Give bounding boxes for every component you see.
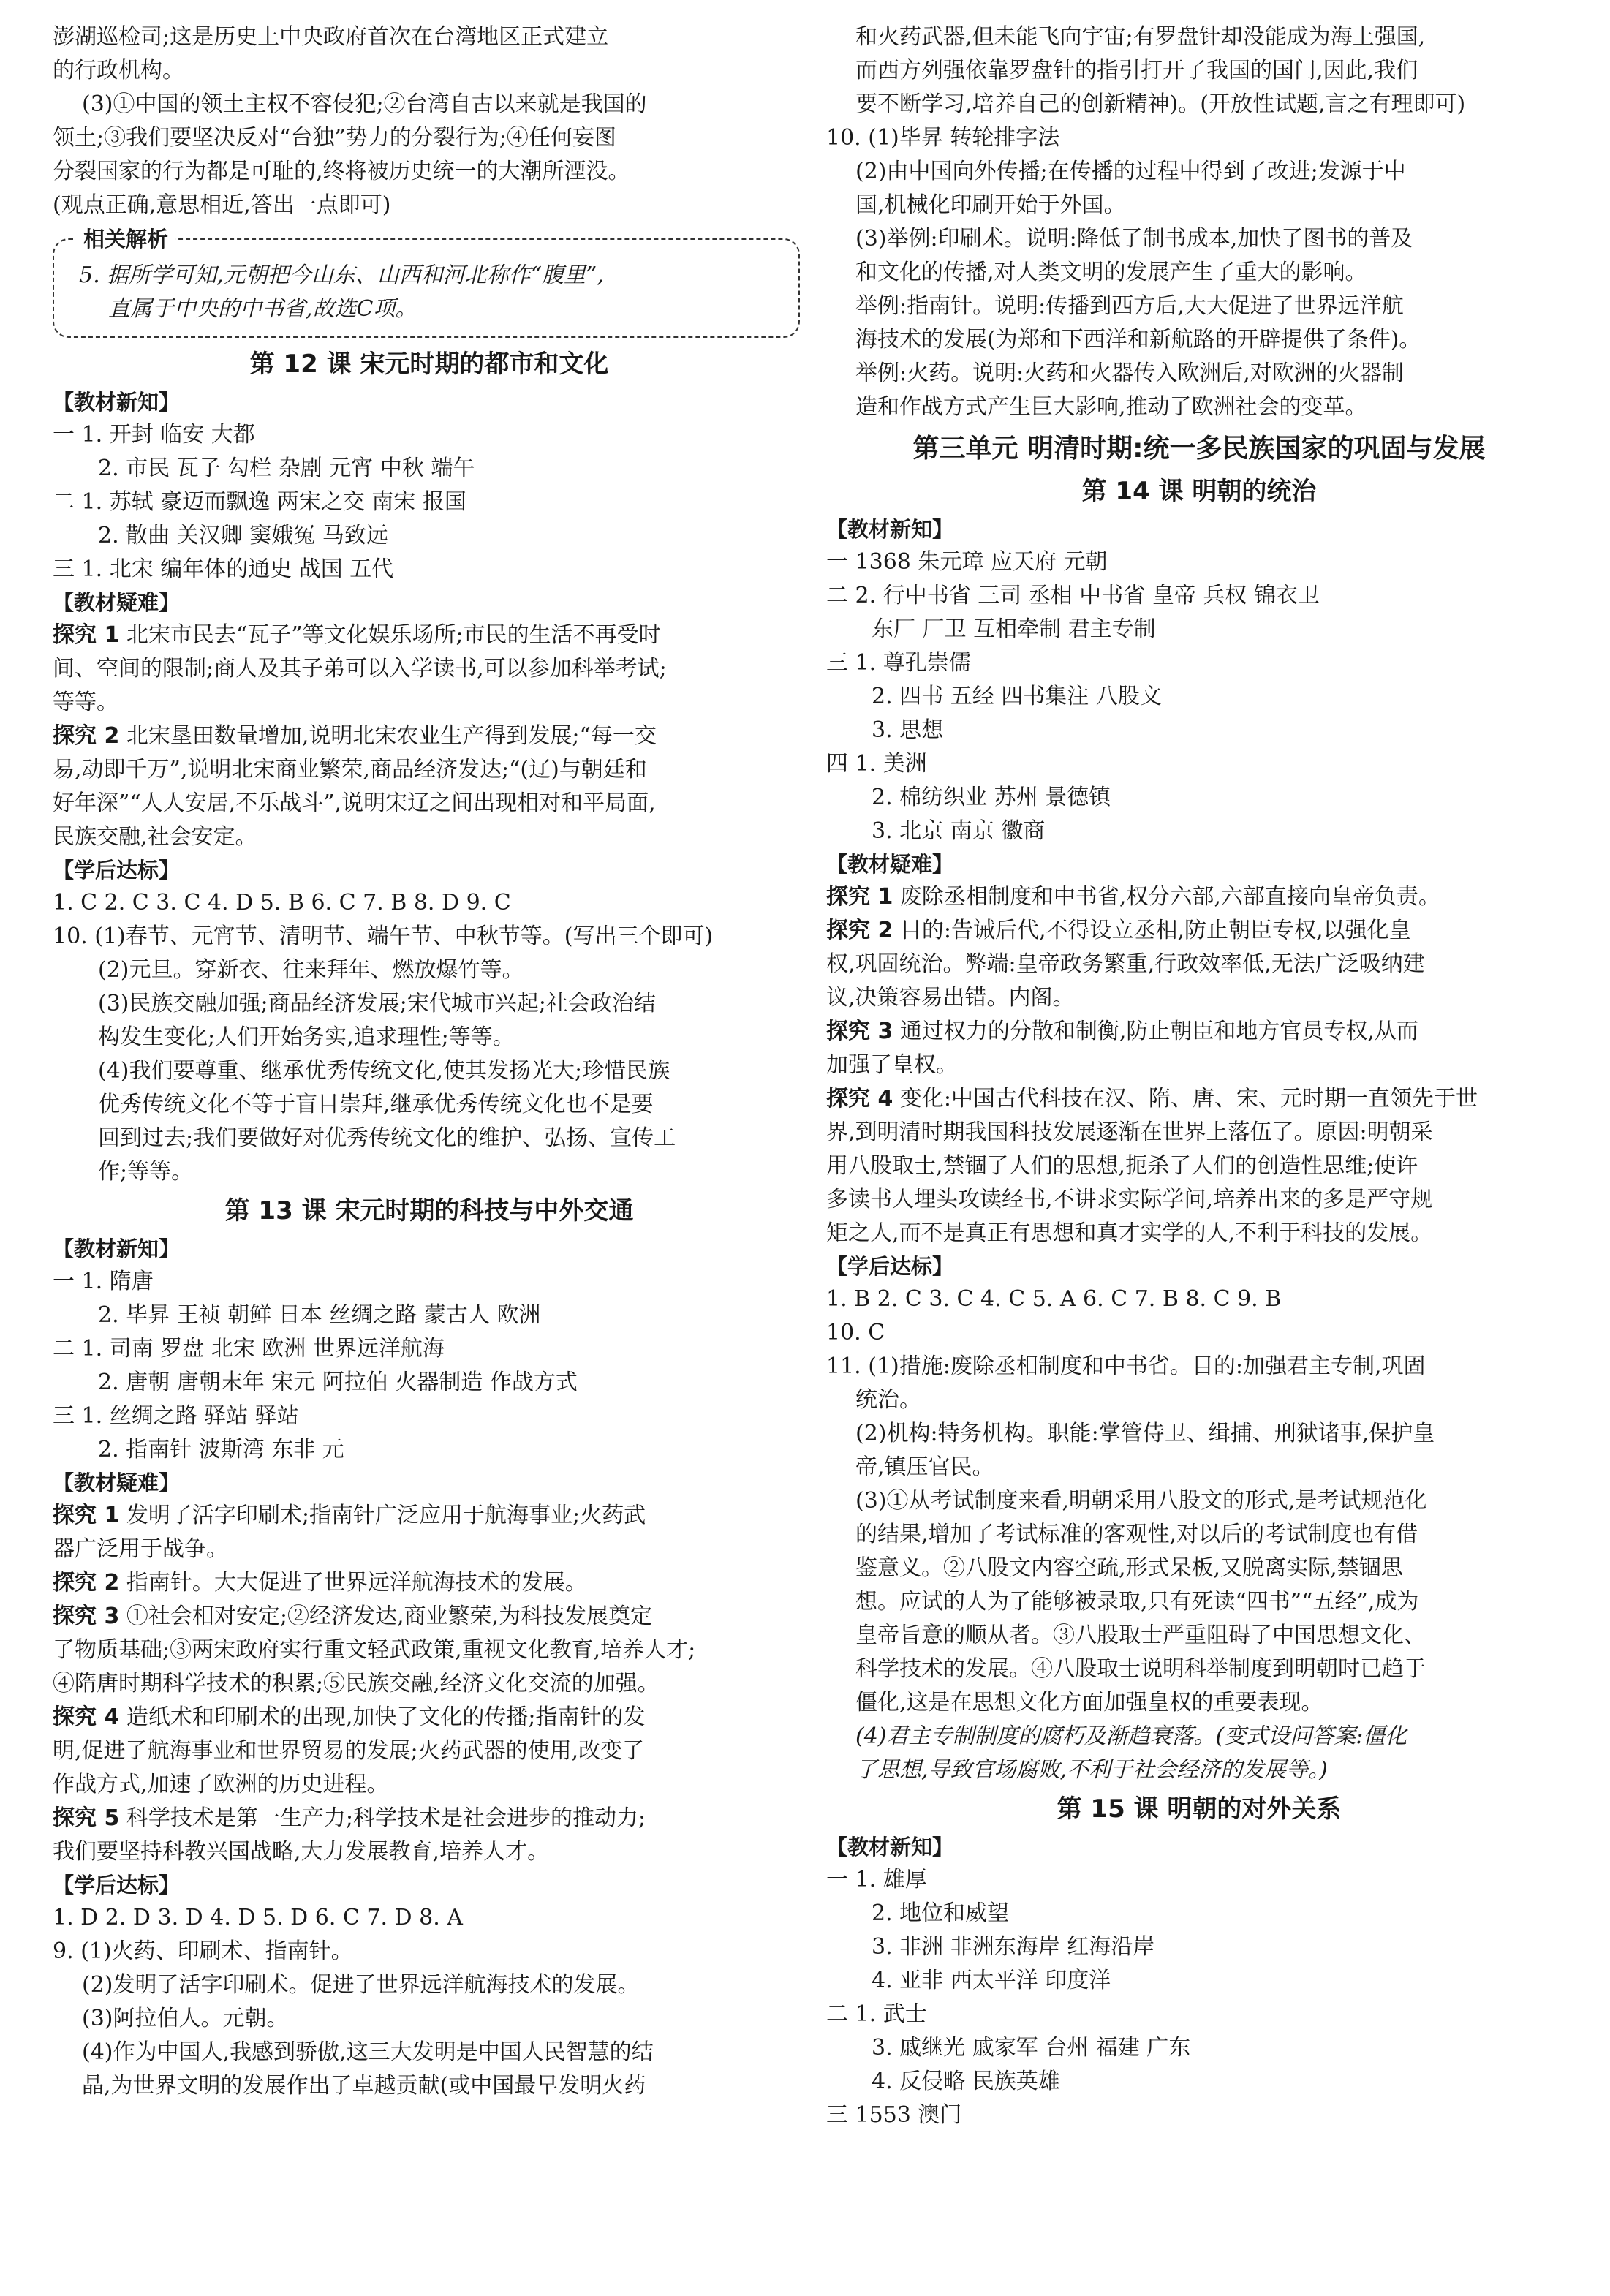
text-line [826,1653,1572,1686]
line-text: 一 1. 隋唐 [53,1269,154,1294]
text-line [53,1400,806,1433]
question-label: 探究 5 [53,1805,120,1831]
line-text: (4)我们要尊重、继承优秀传统文化,使其发扬光大;珍惜民族 [98,1058,670,1084]
line-text: 了物质基础;③两宋政府实行重文轻武政策,重视文化教育,培养人才; [53,1637,696,1663]
line-text: 二 1. 司南 罗盘 北宋 欧洲 世界远洋航海 [53,1336,445,1362]
text-line [826,1283,1572,1316]
text-line [53,1968,806,2002]
section-heading [53,586,806,619]
line-text: 作;等等。 [98,1159,194,1185]
line-text: ④隋唐时期科学技术的积累;⑤民族交融,经济文化交流的加强。 [53,1671,660,1696]
line-text: 了思想,导致官场腐败,不利于社会经济的发展等。) [855,1757,1328,1783]
text-line [826,1082,1572,1116]
text-line [53,953,806,987]
text-line [826,54,1572,88]
text-line [826,1116,1572,1149]
line-text: 2. 唐朝 唐朝末年 宋元 阿拉伯 火器制造 作战方式 [98,1370,578,1395]
line-text: 【教材疑难】 [53,1470,181,1495]
question-label: 探究 1 [53,1503,120,1528]
line-text: (2)发明了活字印刷术。促进了世界远洋航海技术的发展。 [82,1972,640,1998]
text-line [826,1863,1572,1897]
line-text: 【教材新知】 [826,1835,954,1859]
line-text: 2. 地位和威望 [872,1900,1010,1926]
text-line [53,88,806,121]
line-text: (4)作为中国人,我感到骄傲,这三大发明是中国人民智慧的结 [82,2039,654,2065]
line-text: 【教材新知】 [53,1236,181,1261]
text-line [826,2065,1572,2099]
section-heading [826,1250,1572,1283]
right-column [826,20,1572,2132]
section-heading [53,1869,806,1901]
question-label: 探究 2 [826,918,893,943]
line-text: 作战方式,加速了欧洲的历史进程。 [53,1772,389,1797]
text-line [53,886,806,920]
line-text: 加强了皇权。 [826,1052,958,1078]
line-text: 10. (1)毕昇 转轮排字法 [826,125,1060,151]
text-line [826,390,1572,424]
text-line [53,1299,806,1332]
line-text: (3)阿拉伯人。元朝。 [82,2006,289,2031]
line-text: 目的:告诫后代,不得设立丞相,防止朝臣专权,以强化皇 [893,918,1411,943]
line-text: 一 1. 雄厚 [826,1867,927,1892]
line-text: 器广泛用于战争。 [53,1536,228,1562]
line-text: 优秀传统文化不等于盲目崇拜,继承优秀传统文化也不是要 [98,1092,654,1117]
section-heading [53,1233,806,1265]
line-text: 三 1553 澳门 [826,2102,962,2128]
text-line [826,1897,1572,1930]
lesson-title [53,344,806,385]
text-line [53,652,806,686]
line-text: 等等。 [53,690,118,715]
text-line [53,486,806,519]
text-line [826,1049,1572,1082]
text-line [826,2099,1572,2132]
line-text: (2)机构:特务机构。职能:掌管侍卫、缉捕、刑狱诸事,保护皇 [855,1421,1435,1446]
left-column [53,20,806,2103]
line-text: 造和作战方式产生巨大影响,推动了欧洲社会的变革。 [855,394,1367,420]
line-text: 【教材新知】 [826,517,954,542]
line-text: 2. 指南针 波斯湾 东非 元 [98,1437,344,1462]
text-line [826,1316,1572,1350]
text-line [826,545,1572,579]
line-text: 【教材疑难】 [53,590,181,615]
line-text: 2. 散曲 关汉卿 窦娥冤 马致远 [98,523,388,548]
line-text: ①社会相对安定;②经济发达,商业繁荣,为科技发展奠定 [119,1604,653,1629]
line-text: 矩之人,而不是真正有思想和真才实学的人,不利于科技的发展。 [826,1220,1433,1246]
text-line [826,2031,1572,2065]
question-label: 探究 2 [53,723,120,749]
text-line [53,1332,806,1366]
line-text: (3)①中国的领土主权不容侵犯;②台湾自古以来就是我国的 [82,91,647,117]
line-text: 明,促进了航海事业和世界贸易的发展;火药武器的使用,改变了 [53,1738,645,1764]
line-text: 统治。 [855,1387,921,1413]
text-line [53,1835,806,1869]
text-line [826,323,1572,357]
line-text: 2. 四书 五经 四书集注 八股文 [872,684,1162,709]
text-line [826,357,1572,390]
line-text: 的结果,增加了考试标准的客观性,对以后的考试制度也有借 [855,1522,1418,1547]
line-text: 第 13 课 宋元时期的科技与中外交通 [224,1196,634,1226]
text-line [53,1734,806,1768]
line-text: 而西方列强依靠罗盘针的指引打开了我国的国门,因此,我们 [855,58,1418,83]
text-line [53,155,806,189]
section-heading [826,1831,1572,1863]
text-line [53,452,806,486]
text-line [53,20,806,54]
lesson-title [826,471,1572,512]
text-line [53,619,806,652]
text-line [53,1768,806,1802]
box-title: 相关解析 [76,222,175,256]
text-line [53,2002,806,2036]
text-line [53,1600,806,1634]
line-text: (2)元旦。穿新衣、往来拜年、燃放爆竹等。 [98,957,524,983]
line-text: 科学技术是第一生产力;科学技术是社会进步的推动力; [119,1805,646,1831]
text-line [53,1901,806,1935]
text-line [53,519,806,553]
line-text: 北宋垦田数量增加,说明北宋农业生产得到发展;“每一交 [119,723,657,749]
line-text: 三 1. 北宋 编年体的通史 战国 五代 [53,556,394,582]
line-text: 举例:指南针。说明:传播到西方后,大大促进了世界远洋航 [855,293,1404,319]
line-text: 二 1. 苏轼 豪迈而飘逸 两宋之交 南宋 报国 [53,489,466,515]
line-text: 3. 北京 南京 徽商 [872,818,1046,844]
text-line [53,1122,806,1155]
line-text: 界,到明清时期我国科技发展逐渐在世界上落伍了。原因:明朝采 [826,1119,1433,1145]
text-line [53,553,806,586]
line-text: 用八股取士,禁锢了人们的思想,扼杀了人们的创造性思维;使许 [826,1153,1418,1179]
text-line [53,1667,806,1701]
line-text: (3)举例:印刷术。说明:降低了制书成本,加快了图书的普及 [855,226,1413,252]
text-line [53,1054,806,1088]
text-line [826,1015,1572,1049]
text-line [826,290,1572,323]
question-label: 探究 1 [826,884,893,910]
section-heading [53,386,806,418]
line-text: 9. (1)火药、印刷术、指南针。 [53,1938,353,1964]
text-line [53,1935,806,1968]
text-line [53,787,806,820]
line-text: 想。应试的人为了能够被录取,只有死读“四书”“五经”,成为 [855,1589,1419,1615]
unit-title [826,428,1572,469]
line-text: 回到过去;我们要做好对优秀传统文化的维护、弘扬、宣传工 [98,1125,676,1151]
line-text: 构发生变化;人们开始务实,追求理性;等等。 [98,1024,515,1050]
text-line [826,781,1572,815]
box-line: 直属于中央的中书省,故选C项。 [108,296,417,322]
text-line [53,189,806,222]
line-text: 二 1. 武士 [826,2001,927,2027]
line-text: 晶,为世界文明的发展作出了卓越贡献(或中国最早发明火药 [82,2073,646,2099]
line-text: 4. 反侵略 民族英雄 [872,2069,1060,2094]
text-line [53,54,806,88]
text-line [53,686,806,720]
line-text: 僵化,这是在思想文化方面加强皇权的重要表现。 [855,1690,1323,1715]
question-label: 探究 3 [53,1604,120,1629]
line-text: 帝,镇压官民。 [855,1454,994,1480]
line-text: 和文化的传播,对人类文明的发展产生了重大的影响。 [855,260,1367,285]
text-line [826,1350,1572,1383]
text-line [53,820,806,854]
text-line [826,1451,1572,1484]
lesson-title [826,1789,1572,1829]
line-text: 造纸术和印刷术的出现,加快了文化的传播;指南针的发 [119,1704,646,1730]
line-text: (2)由中国向外传播;在传播的过程中得到了改进;发源于中 [855,159,1406,184]
text-line [53,1366,806,1400]
text-line [826,1383,1572,1417]
text-line [53,1499,806,1533]
text-line [826,680,1572,714]
line-text: 2. 市民 瓦子 勾栏 杂剧 元宵 中秋 端午 [98,456,475,481]
question-label: 探究 4 [826,1086,893,1111]
line-text: 第 14 课 明朝的统治 [1081,477,1317,506]
line-text: 海技术的发展(为郑和下西洋和新航路的开辟提供了条件)。 [855,327,1421,352]
text-line [826,981,1572,1015]
line-text: 3. 非洲 非洲东海岸 红海沿岸 [872,1934,1155,1960]
text-line [53,1433,806,1467]
text-line [53,1566,806,1600]
lesson-title [53,1190,806,1231]
line-text: 4. 亚非 西太平洋 印度洋 [872,1968,1111,1993]
text-line [826,815,1572,848]
line-text: 11. (1)措施:废除丞相制度和中书省。目的:加强君主专制,巩固 [826,1353,1426,1379]
line-text: 二 2. 行中书省 三司 丞相 中书省 皇帝 兵权 锦衣卫 [826,583,1320,608]
line-text: 【学后达标】 [826,1254,954,1279]
line-text: 要不断学习,培养自己的创新精神)。(开放性试题,言之有理即可) [855,91,1466,117]
text-line [53,121,806,155]
text-line [826,1998,1572,2031]
text-line [53,418,806,452]
text-line [826,1585,1572,1619]
text-line [826,646,1572,680]
box-line: 5. 据所学可知,元朝把今山东、山西和河北称作“腹里”, [79,263,604,288]
line-text: 澎湖巡检司;这是历史上中央政府首次在台湾地区正式建立 [53,24,609,50]
line-text: 三 1. 尊孔崇儒 [826,650,971,676]
line-text: 变化:中国古代科技在汉、隋、唐、宋、元时期一直领先于世 [893,1086,1478,1111]
text-line [53,1802,806,1835]
related-analysis-box [53,227,800,338]
text-line [53,1088,806,1122]
line-text: 【学后达标】 [53,1873,181,1897]
text-line [826,222,1572,256]
line-text: 四 1. 美洲 [826,751,927,777]
line-text: 间、空间的限制;商人及其子弟可以入学读书,可以参加科举考试; [53,656,667,681]
section-heading [53,854,806,886]
text-line [826,1518,1572,1552]
text-line [826,1552,1572,1585]
line-text: 多读书人埋头攻读经书,不讲求实际学问,培养出来的多是严守规 [826,1187,1433,1212]
line-text: 1. B 2. C 3. C 4. C 5. A 6. C 7. B 8. C 9. B [826,1286,1282,1312]
question-label: 探究 3 [826,1019,893,1044]
text-line [53,987,806,1021]
line-text: 的行政机构。 [53,58,184,83]
section-heading [826,513,1572,545]
text-line [826,1930,1572,1964]
line-text: 【学后达标】 [53,858,181,883]
line-text: 【教材疑难】 [826,852,954,877]
text-line [826,1964,1572,1998]
line-text: 领土;③我们要坚决反对“台独”势力的分裂行为;④任何妄图 [53,125,616,151]
text-line [826,1753,1572,1787]
text-line [826,1149,1572,1183]
line-text: 第 12 课 宋元时期的都市和文化 [249,350,609,379]
line-text: (观点正确,意思相近,答出一点即可) [53,192,391,218]
text-line [826,579,1572,613]
question-label: 探究 4 [53,1704,120,1730]
text-line [826,121,1572,155]
line-text: 三 1. 丝绸之路 驿站 驿站 [53,1403,299,1429]
line-text: 和火药武器,但未能飞向宇宙;有罗盘针却没能成为海上强国, [855,24,1426,50]
line-text: 国,机械化印刷开始于外国。 [855,192,1126,218]
line-text: 10. C [826,1320,885,1345]
text-line [826,714,1572,747]
text-line [826,1217,1572,1250]
line-text: 2. 棉纺织业 苏州 景德镇 [872,785,1111,810]
line-text: 权,巩固统治。弊端:皇帝政务繁重,行政效率低,无法广泛吸纳建 [826,951,1425,977]
line-text: 我们要坚持科教兴国战略,大力发展教育,培养人才。 [53,1839,550,1865]
line-text: 举例:火药。说明:火药和火器传入欧洲后,对欧洲的火器制 [855,360,1404,386]
line-text: 10. (1)春节、元宵节、清明节、端午节、中秋节等。(写出三个即可) [53,924,714,949]
line-text: 2. 毕昇 王祯 朝鲜 日本 丝绸之路 蒙古人 欧洲 [98,1302,541,1328]
text-line [826,155,1572,189]
text-line [826,1183,1572,1217]
line-text: 易,动即千万”,说明北宋商业繁荣,商品经济发达;“(辽)与朝廷和 [53,757,647,782]
line-text: 皇帝旨意的顺从者。③八股取士严重阻碍了中国思想文化、 [855,1623,1426,1648]
line-text: 民族交融,社会安定。 [53,824,257,850]
text-line [826,1686,1572,1720]
section-heading [53,1467,806,1499]
text-line [826,1417,1572,1451]
text-line [826,948,1572,981]
text-line [826,1484,1572,1518]
text-line [53,753,806,787]
line-text: 鉴意义。②八股文内容空疏,形式呆板,又脱离实际,禁锢思 [855,1555,1403,1581]
line-text: 【教材新知】 [53,390,181,415]
text-line [53,1265,806,1299]
text-line [53,1634,806,1667]
text-line [826,1720,1572,1753]
text-line [53,2069,806,2103]
text-line [826,1619,1572,1653]
line-text: (3)民族交融加强;商品经济发展;宋代城市兴起;社会政治结 [98,991,656,1016]
line-text: 1. D 2. D 3. D 4. D 5. D 6. C 7. D 8. A [53,1905,463,1930]
text-line [53,720,806,753]
text-line [53,920,806,953]
line-text: 东厂 厂卫 互相牵制 君主专制 [872,616,1156,642]
line-text: 指南针。大大促进了世界远洋航海技术的发展。 [119,1570,587,1596]
text-line [826,747,1572,781]
line-text: 发明了活字印刷术;指南针广泛应用于航海事业;火药武 [119,1503,646,1528]
line-text: 3. 思想 [872,717,944,743]
line-text: 通过权力的分散和制衡,防止朝臣和地方官员专权,从而 [893,1019,1418,1044]
section-heading [826,848,1572,880]
line-text: 科学技术的发展。④八股取士说明科举制度到明朝时已趋于 [855,1656,1426,1682]
text-line [53,1155,806,1189]
text-line [826,20,1572,54]
text-line [53,1021,806,1054]
line-text: 议,决策容易出错。内阁。 [826,985,1075,1011]
text-line [826,914,1572,948]
text-line [826,880,1572,914]
line-text: 3. 戚继光 戚家军 台州 福建 广东 [872,2035,1191,2061]
line-text: (3)①从考试制度来看,明朝采用八股文的形式,是考试规范化 [855,1488,1427,1514]
line-text: 1. C 2. C 3. C 4. D 5. B 6. C 7. B 8. D 9. C [53,890,511,915]
text-line [826,256,1572,290]
line-text: 第 15 课 明朝的对外关系 [1057,1794,1342,1824]
line-text: 好年深”“人人安居,不乐战斗”,说明宋辽之间出现相对和平局面, [53,790,656,816]
text-line [53,1701,806,1734]
text-line [53,2036,806,2069]
line-text: (4)君主专制制度的腐朽及渐趋衰落。(变式设问答案:僵化 [855,1723,1407,1749]
question-label: 探究 1 [53,622,120,648]
text-line [826,88,1572,121]
line-text: 北宋市民去“瓦子”等文化娱乐场所;市民的生活不再受时 [119,622,661,648]
line-text: 第三单元 明清时期:统一多民族国家的巩固与发展 [912,434,1486,464]
line-text: 废除丞相制度和中书省,权分六部,六部直接向皇帝负责。 [893,884,1440,910]
line-text: 一 1. 开封 临安 大都 [53,422,255,448]
text-line [826,189,1572,222]
line-text: 分裂国家的行为都是可耻的,终将被历史统一的大潮所湮没。 [53,159,630,184]
line-text: 一 1368 朱元璋 应天府 元朝 [826,549,1108,575]
question-label: 探究 2 [53,1570,120,1596]
text-line [826,613,1572,646]
text-line [53,1533,806,1566]
